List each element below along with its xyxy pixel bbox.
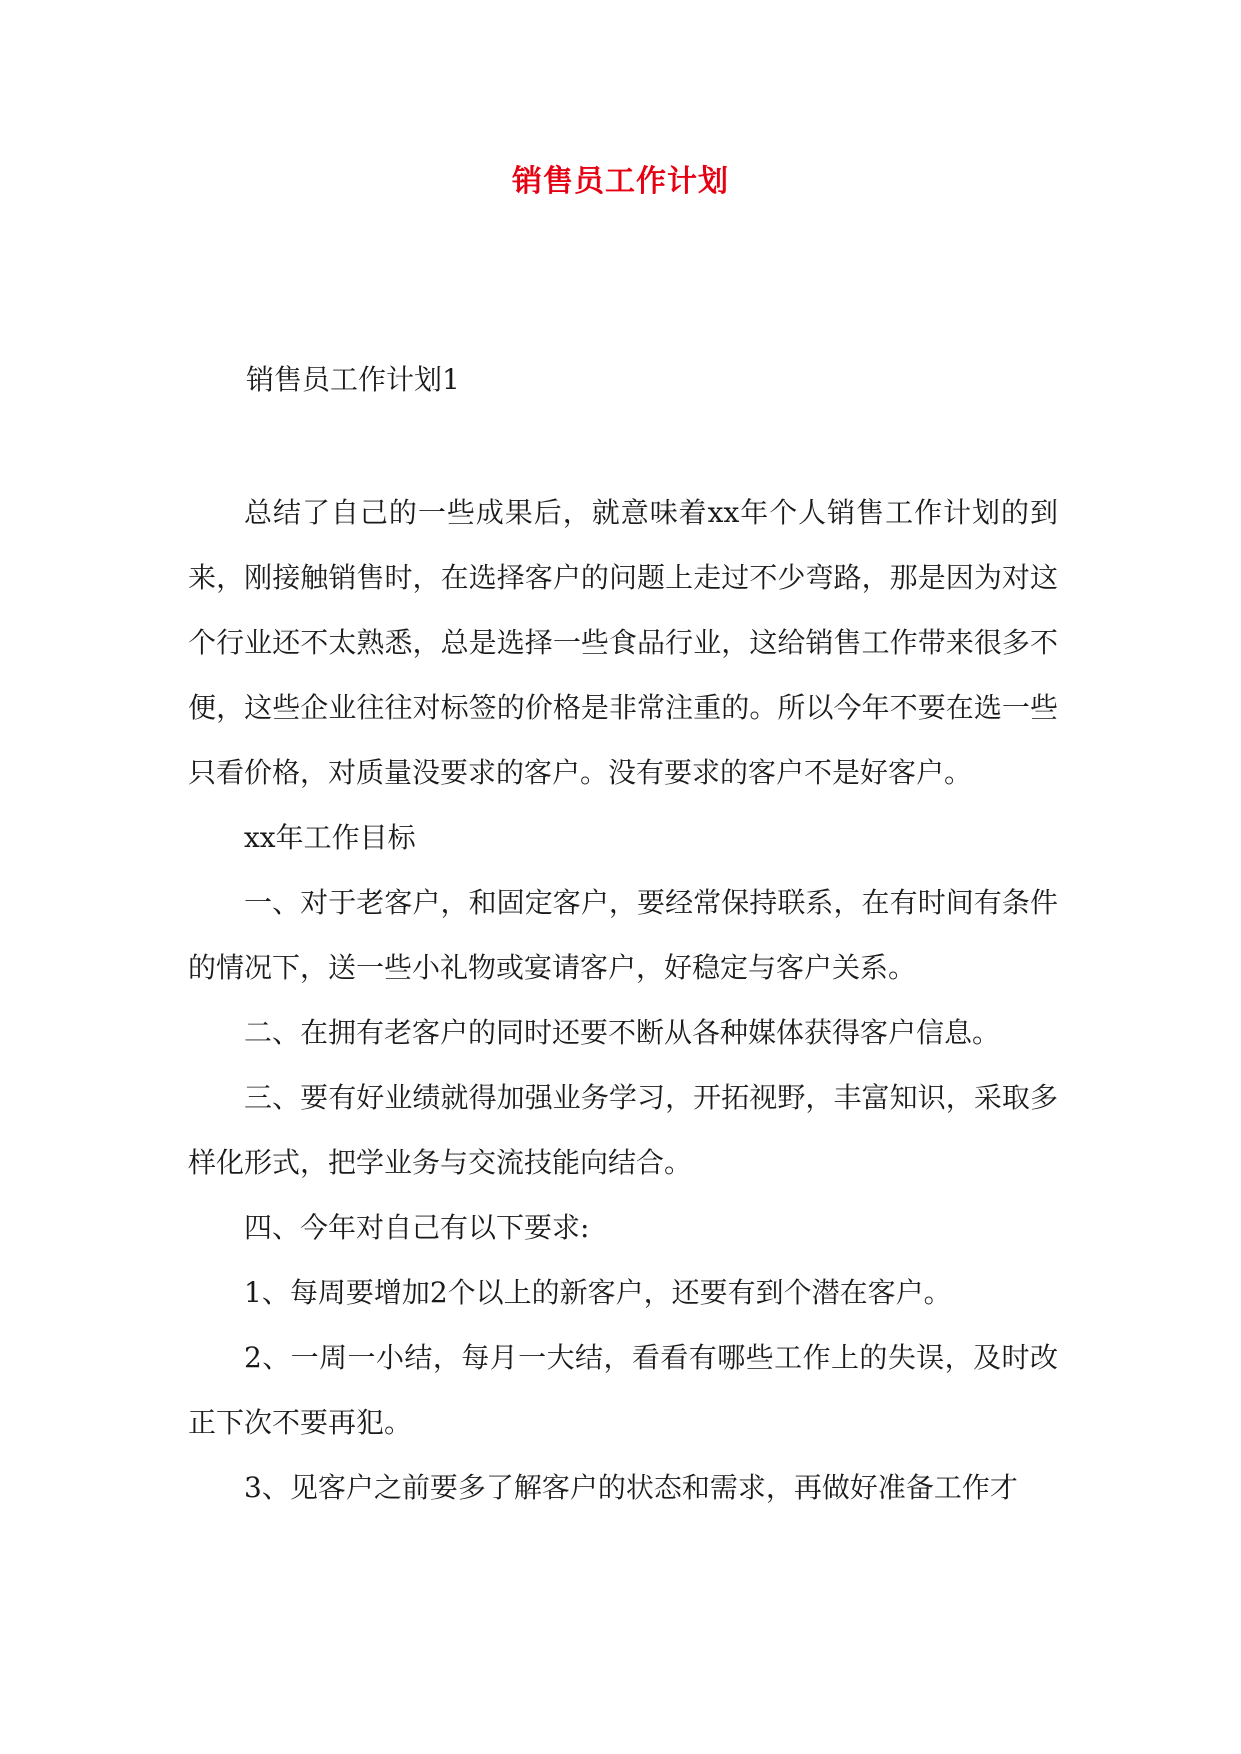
paragraph-goal-4: 四、今年对自己有以下要求: (244, 1211, 590, 1244)
paragraph-goal-3: 三、要有好业绩就得加强业务学习，开拓视野，丰富知识，采取多样化形式，把学业务与交流技能向结合。 (188, 1081, 1058, 1179)
paragraph-requirement-1: 1、每周要增加2个以上的新客户，还要有到个潜在客户。 (244, 1276, 952, 1309)
document-title: 销售员工作计划 (512, 164, 729, 199)
document-body (188, 480, 1058, 1520)
paragraph-intro: 总结了自己的一些成果后，就意味着xx年个人销售工作计划的到来，刚接触销售时，在选择客户的问题上走过不少弯路，那是因为对这个行业还不太熟悉，总是选择一些食品行业，这给销售工作带来很多不便，这些企业往往对标签的价格是非常注重的。所以今年不要在选一些只看价格，对质量没要求的客户。没有要求的客户不是好客户。 (188, 496, 1058, 789)
section-heading: 销售员工作计划1 (246, 363, 460, 396)
paragraph-requirement-2: 2、一周一小结，每月一大结，看看有哪些工作上的失误，及时改正下次不要再犯。 (188, 1341, 1058, 1439)
paragraph-goal-1: 一、对于老客户，和固定客户，要经常保持联系，在有时间有条件的情况下，送一些小礼物或宴请客户，好稳定与客户关系。 (188, 886, 1058, 984)
paragraph-goals-heading: xx年工作目标 (244, 821, 416, 854)
paragraph-requirement-3: 3、见客户之前要多了解客户的状态和需求，再做好准备工作才 (244, 1471, 1018, 1504)
paragraph-goal-2: 二、在拥有老客户的同时还要不断从各种媒体获得客户信息。 (244, 1016, 1001, 1049)
